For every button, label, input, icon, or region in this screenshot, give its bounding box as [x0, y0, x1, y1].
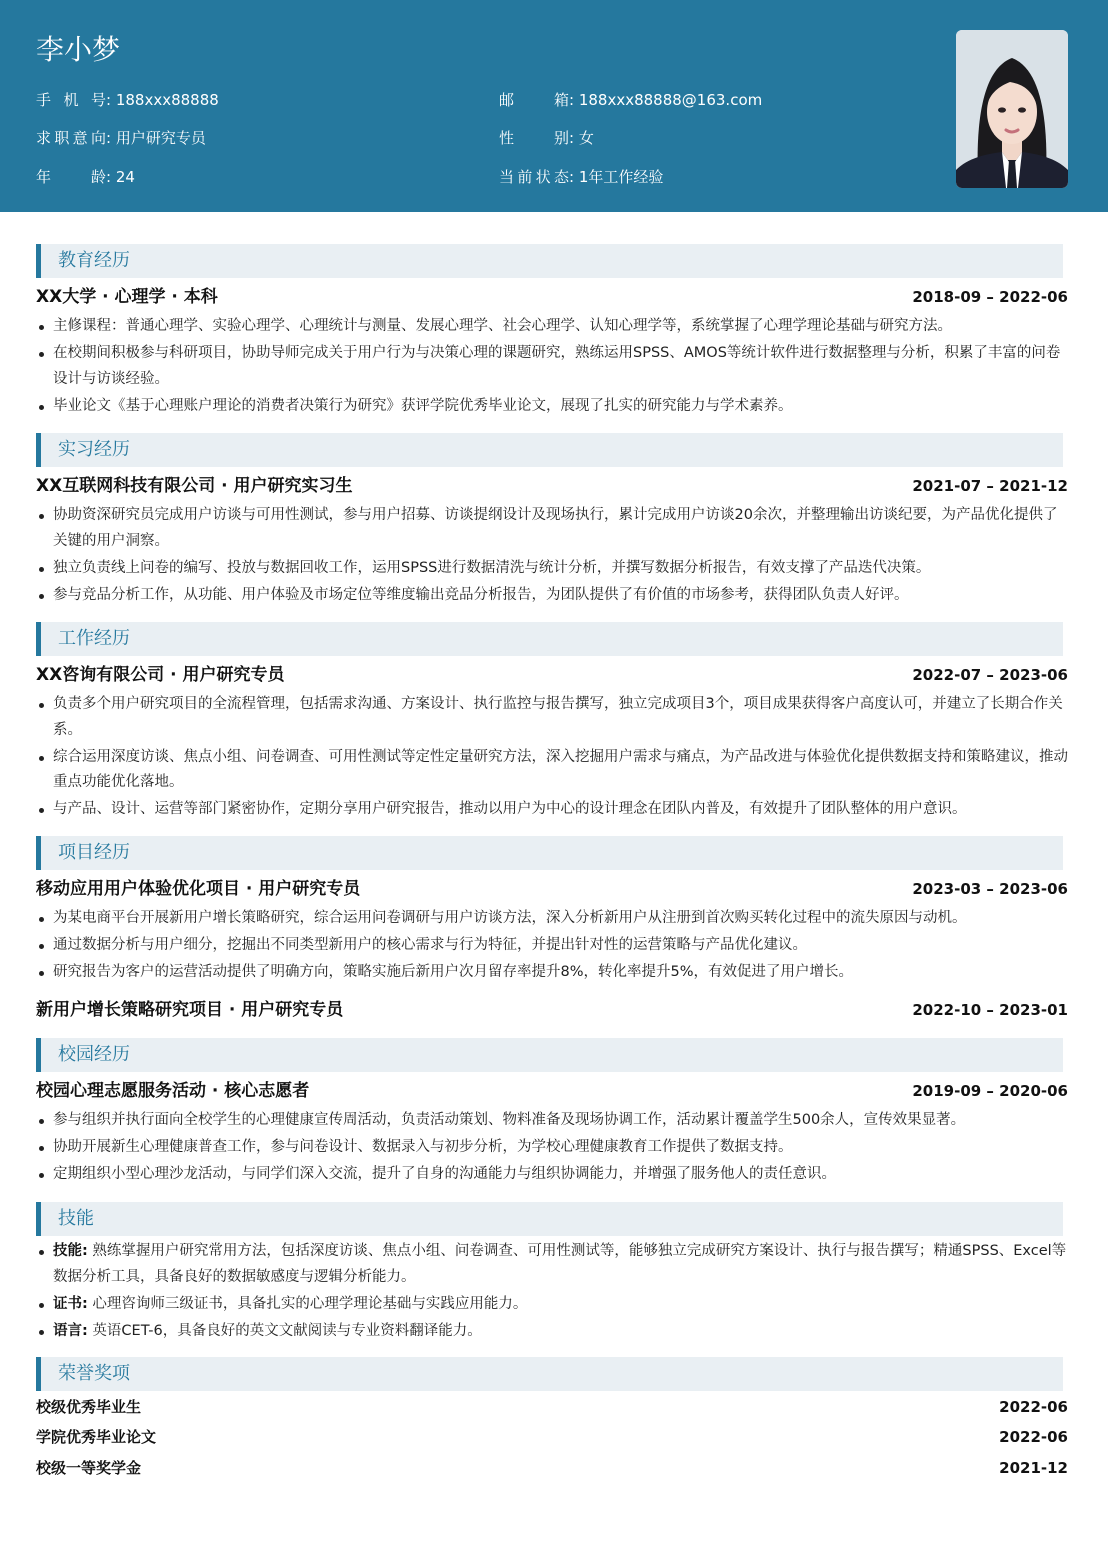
entry-date: 2023-03 – 2023-06	[912, 880, 1068, 898]
entry-title: 移动应用用户体验优化项目 · 用户研究专员	[36, 879, 361, 899]
info-label: 邮箱	[499, 91, 569, 109]
list-item: 主修课程：普通心理学、实验心理学、心理统计与测量、发展心理学、社会心理学、认知心理学等，系统掌握了心理学理论基础与研究方法。	[36, 314, 1068, 340]
bullet-list	[36, 503, 1068, 610]
list-item: 通过数据分析与用户细分，挖掘出不同类型新用户的核心需求与行为特征，并提出针对性的运营策略与产品优化建议。	[36, 933, 1068, 959]
bullet-list	[36, 314, 1068, 421]
entry-date: 2019-09 – 2020-06	[912, 1082, 1068, 1100]
section-campus	[36, 1038, 1063, 1072]
info-value: 188xxx88888	[115, 91, 219, 109]
skill-label: 技能:	[53, 1243, 88, 1259]
section-skills	[36, 1202, 1063, 1236]
list-item: 协助开展新生心理健康普查工作，参与问卷设计、数据录入与初步分析，为学校心理健康教育工作提供了数据支持。	[36, 1135, 1068, 1161]
section-title: 荣誉奖项	[58, 1363, 130, 1384]
list-item: 在校期间积极参与科研项目，协助导师完成关于用户行为与决策心理的课题研究，熟练运用SPSS、AMOS等统计软件进行数据整理与分析，积累了丰富的问卷设计与访谈经验。	[36, 341, 1068, 392]
list-item: 参与竞品分析工作，从功能、用户体验及市场定位等维度输出竞品分析报告，为团队提供了有价值的市场参考，获得团队负责人好评。	[36, 583, 1068, 609]
list-item: 协助资深研究员完成用户访谈与可用性测试，参与用户招募、访谈提纲设计及现场执行，累计完成用户访谈20余次，并整理输出访谈纪要，为产品优化提供了关键的用户洞察。	[36, 503, 1068, 554]
list-item: 参与组织并执行面向全校学生的心理健康宣传周活动，负责活动策划、物料准备及现场协调工作，活动累计覆盖学生500余人，宣传效果显著。	[36, 1108, 1068, 1134]
info-status: 当前状态: 1年工作经验	[499, 168, 664, 186]
skill-text: 熟练掌握用户研究常用方法，包括深度访谈、焦点小组、问卷调查、可用性测试等，能够独立完成研究方案设计、执行与报告撰写；精通SPSS、Excel等数据分析工具，具备良好的数据敏感度与逻辑分析能力。	[53, 1243, 1067, 1285]
info-label: 手机号	[36, 91, 106, 109]
info-label: 年龄	[36, 168, 106, 186]
info-email: 邮箱: 188xxx88888@163.com	[499, 91, 763, 109]
info-value: 女	[578, 129, 594, 147]
list-item: 独立负责线上问卷的编写、投放与数据回收工作，运用SPSS进行数据清洗与统计分析，并撰写数据分析报告，有效支撑了产品迭代决策。	[36, 556, 1068, 582]
list-item: 毕业论文《基于心理账户理论的消费者决策行为研究》获评学院优秀毕业论文，展现了扎实的研究能力与学术素养。	[36, 394, 1068, 420]
skill-text: 心理咨询师三级证书，具备扎实的心理学理论基础与实践应用能力。	[92, 1295, 528, 1312]
award-name: 校级一等奖学金	[36, 1459, 142, 1477]
bullet-list	[36, 1108, 1068, 1189]
bullet-list	[36, 692, 1068, 824]
section-awards	[36, 1357, 1063, 1391]
candidate-name: 李小梦	[36, 33, 121, 66]
award-date: 2022-06	[999, 1428, 1068, 1446]
entry-date: 2022-07 – 2023-06	[912, 666, 1068, 684]
info-job-intention: 求职意向: 用户研究专员	[36, 129, 206, 147]
skill-label: 证书:	[53, 1295, 88, 1312]
section-title: 实习经历	[58, 439, 130, 460]
section-title: 校园经历	[58, 1044, 130, 1065]
section-title: 工作经历	[58, 628, 130, 649]
skill-item	[36, 1239, 1068, 1290]
bullet-list	[36, 906, 1068, 987]
skill-text: 英语CET-6，具备良好的英文文献阅读与专业资料翻译能力。	[92, 1322, 482, 1339]
info-value: 用户研究专员	[115, 129, 206, 147]
portrait-illustration	[956, 30, 1068, 188]
profile-photo	[956, 30, 1068, 188]
list-item: 综合运用深度访谈、焦点小组、问卷调查、可用性测试等定性定量研究方法，深入挖掘用户需求与痛点，为产品改进与体验优化提供数据支持和策略建议，推动重点功能优化落地。	[36, 745, 1068, 796]
skill-label: 语言:	[53, 1322, 88, 1339]
certificate-item	[36, 1292, 1068, 1318]
entry-title: 新用户增长策略研究项目 · 用户研究专员	[36, 1000, 344, 1020]
entry-title: XX互联网科技有限公司 · 用户研究实习生	[36, 476, 353, 496]
section-title: 技能	[58, 1208, 94, 1229]
list-item: 研究报告为客户的运营活动提供了明确方向，策略实施后新用户次月留存率提升8%，转化率提升5%，有效促进了用户增长。	[36, 960, 1068, 986]
section-education	[36, 244, 1063, 278]
entry-title: XX大学 · 心理学 · 本科	[36, 287, 218, 307]
section-internship	[36, 433, 1063, 467]
list-item: 与产品、设计、运营等部门紧密协作，定期分享用户研究报告，推动以用户为中心的设计理念在团队内普及，有效提升了团队整体的用户意识。	[36, 797, 1068, 823]
info-label: 当前状态	[499, 168, 569, 186]
list-item: 负责多个用户研究项目的全流程管理，包括需求沟通、方案设计、执行监控与报告撰写，独立完成项目3个，项目成果获得客户高度认可，并建立了长期合作关系。	[36, 692, 1068, 743]
info-gender: 性别: 女	[499, 129, 594, 147]
info-value: 188xxx88888@163.com	[578, 91, 763, 109]
section-projects	[36, 836, 1063, 870]
award-date: 2022-06	[999, 1398, 1068, 1416]
info-label: 性别	[499, 129, 569, 147]
list-item: 为某电商平台开展新用户增长策略研究，综合运用问卷调研与用户访谈方法，深入分析新用户从注册到首次购买转化过程中的流失原因与动机。	[36, 906, 1068, 932]
language-item	[36, 1319, 1068, 1345]
section-work	[36, 622, 1063, 656]
entry-date: 2018-09 – 2022-06	[912, 288, 1068, 306]
skills-list	[36, 1239, 1068, 1346]
entry-title: XX咨询有限公司 · 用户研究专员	[36, 665, 285, 685]
info-label: 求职意向	[36, 129, 106, 147]
section-title: 教育经历	[58, 250, 130, 271]
section-title: 项目经历	[58, 842, 130, 863]
award-name: 校级优秀毕业生	[36, 1398, 142, 1416]
info-value: 24	[115, 168, 135, 186]
list-item: 定期组织小型心理沙龙活动，与同学们深入交流，提升了自身的沟通能力与组织协调能力，并增强了服务他人的责任意识。	[36, 1162, 1068, 1188]
entry-date: 2021-07 – 2021-12	[912, 477, 1068, 495]
info-age: 年龄: 24	[36, 168, 135, 186]
entry-date: 2022-10 – 2023-01	[912, 1001, 1068, 1019]
info-phone: 手机号: 188xxx88888	[36, 91, 219, 109]
resume-header	[0, 0, 1108, 212]
entry-title: 校园心理志愿服务活动 · 核心志愿者	[36, 1081, 310, 1101]
award-date: 2021-12	[999, 1459, 1068, 1477]
award-name: 学院优秀毕业论文	[36, 1428, 157, 1446]
info-value: 1年工作经验	[578, 168, 664, 186]
